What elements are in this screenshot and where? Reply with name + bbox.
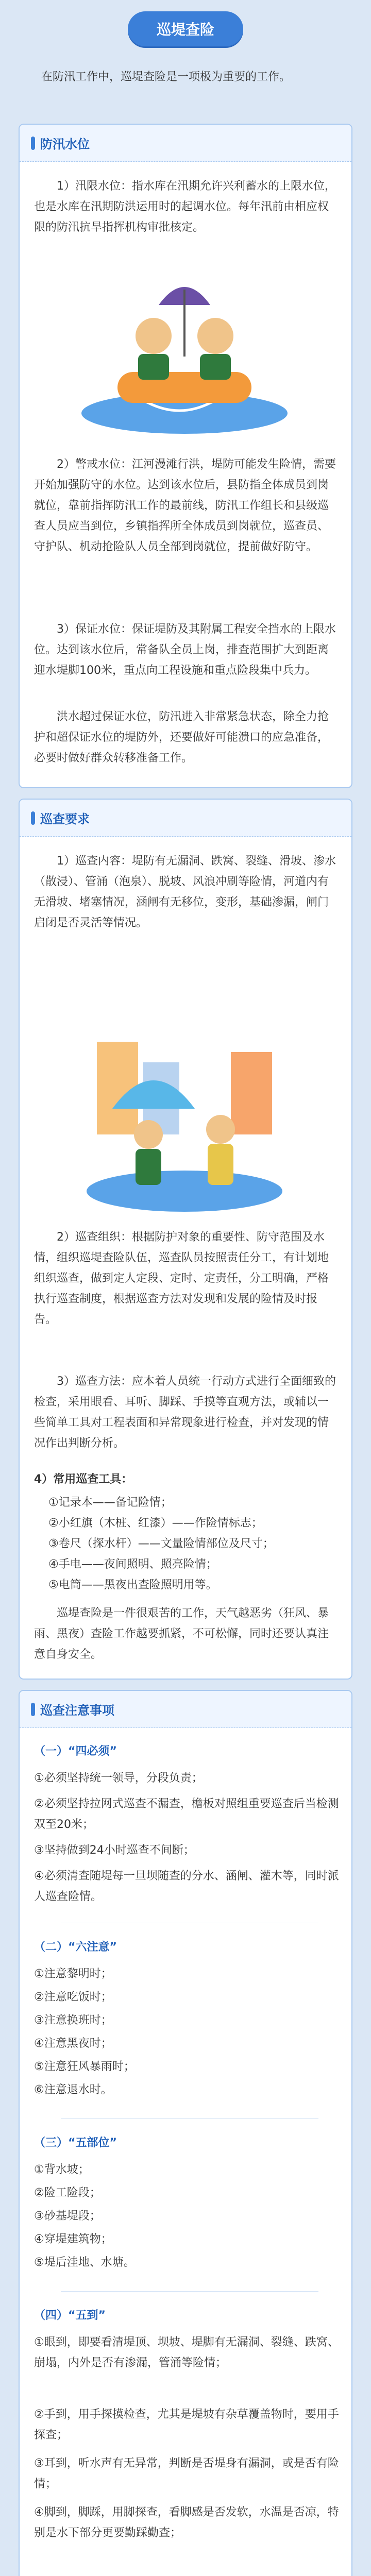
paragraph: 2）巡查组织：根据防护对象的重要性、防守范围及水情，组织巡堤查险队伍，巡查队员按照责任分工，有计划地组织巡查，做到定人定段、定时、定责任，分工明确，严格执行巡查制度，根据巡查方法对发现和发展的险情及时报告。	[34, 1231, 329, 1326]
list-item: ①记录本——备记险情；	[48, 1496, 172, 1509]
paragraph: 3）保证水位：保证堤防及其附属工程安全挡水的上限水位。达到该水位后，常备队全员上岗，排查范围扩大到距离迎水堤脚100米，重点向工程设施和重点险段集中兵力。	[34, 623, 336, 677]
paragraph: 巡堤查险是一件很艰苦的工作，天气越恶劣（狂风、暴雨、黑夜）查险工作越要抓紧，不可松懈，同时还要认真注意自身安全。	[34, 1607, 329, 1661]
list-item: ②手到，用手探摸检查，尤其是堤坡有杂草覆盖物时，要用手探查；	[34, 2408, 339, 2442]
paragraph: 3）巡查方法：应本着人员统一行动方式进行全面细致的检查，采用眼看、耳听、脚踩、手摸等直观方法，或辅以一些简单工具对工程表面和异常现象进行检查，并对发现的情况作出判断分析。	[34, 1375, 336, 1450]
list-item: ①背水坡；	[34, 2163, 90, 2176]
list-item: ①眼到，即要看清堤顶、坝坡、堤脚有无漏洞、裂缝、跌窝、崩塌，内外是否有渗漏，管涌等险情；	[34, 2336, 339, 2369]
list-item: ②小红旗（木桩、红漆）——作险情标志；	[48, 1517, 263, 1530]
list-item: ④必须清查随堤每一旦坝随查的分水、涵闸、灌木等，同时派人巡查险情。	[34, 1870, 339, 1903]
section-header	[20, 1691, 351, 1728]
bar-icon	[31, 1703, 35, 1716]
page-title: 巡堤查险	[156, 21, 215, 38]
paragraph: 洪水超过保证水位，防汛进入非常紧急状态，除全力抢护和超保证水位的堤防外，还要做好可能溃口的应急准备，必要时做好群众转移准备工作。	[34, 710, 329, 765]
section-title: 巡查注意事项	[40, 1703, 114, 1718]
list-item: ④穿堤建筑物；	[34, 2233, 112, 2246]
section-patrol-notes	[19, 1690, 352, 2576]
list-item: ③砂基堤段；	[34, 2210, 101, 2223]
list-item: ③注意换班时；	[34, 2014, 112, 2027]
patrol-team-illustration	[81, 1021, 288, 1217]
group-title: （三）“五部位”	[34, 2137, 117, 2149]
section-title: 防汛水位	[40, 137, 90, 151]
section-title: 巡查要求	[40, 812, 90, 826]
section-flood-levels	[19, 124, 352, 788]
list-item: ②注意吃饭时；	[34, 1991, 112, 2004]
list-item: ③卷尺（探水杆）——文量险情部位及尺寸；	[48, 1537, 274, 1550]
group-title: （一）“四必须”	[34, 1745, 117, 1758]
bar-icon	[31, 137, 35, 150]
tools-list	[48, 1493, 274, 1596]
list-item: ③坚持做到24小时巡查不间断；	[34, 1844, 195, 1857]
section-patrol-requirements	[19, 799, 352, 1680]
list-item: ②必须坚持拉网式巡查不漏查，檐板对照组重要巡查后当检测双至20米；	[34, 1798, 339, 1831]
group-title: （四）“五到”	[34, 2309, 106, 2322]
section-header	[20, 125, 351, 162]
list-item: ③耳到，听水声有无异常，判断是否堤身有漏洞，或是否有险情；	[34, 2457, 339, 2490]
list-item: ①必须坚持统一领导，分段负责；	[34, 1772, 203, 1785]
list-item: ①注意黎明时；	[34, 1968, 112, 1980]
list-item: ④注意黑夜时；	[34, 2037, 112, 2050]
paragraph: 1）汛限水位：指水库在汛期允许兴利蓄水的上限水位，也是水库在汛期防洪运用时的起调水位。每年汛前由相应权限的防汛抗旱指挥机构审批核定。	[34, 180, 336, 234]
list-item: ⑤电筒——黑夜出查险照明用等。	[48, 1579, 217, 1591]
page-title-badge	[128, 11, 243, 46]
tools-title: 4）常用巡查工具：	[34, 1473, 133, 1486]
divider	[61, 2291, 318, 2292]
list-item: ②险工险段；	[34, 2187, 101, 2199]
paragraph: 2）警戒水位：江河漫滩行洪，堤防可能发生险情，需要开始加强防守的水位。达到该水位后，县防指全体成员到岗就位，靠前指挥防汛工作的最前线，防汛工作组长和县级巡查人员应当到位，乡镇指挥所全体成员到岗就位，巡查员、守护队、机动抢险队人员全部到岗就位，提前做好防守。	[34, 458, 336, 553]
list-item: ④手电——夜间照明、照亮险情；	[48, 1558, 217, 1571]
list-item: ⑤堤后洼地、水塘。	[34, 2256, 135, 2269]
section-header	[20, 800, 351, 837]
bar-icon	[31, 811, 35, 825]
group-title: （二）“六注意”	[34, 1941, 117, 1954]
list-item: ⑤注意狂风暴雨时；	[34, 2060, 135, 2073]
intro-text: 在防汛工作中，巡堤查险是一项极为重要的工作。	[41, 71, 291, 83]
list-item: ⑥注意退水时。	[34, 2083, 112, 2096]
paragraph: 1）巡查内容：堤防有无漏洞、跌窝、裂缝、滑坡、渗水（散浸）、管涌（泡泉）、脱坡、风浪冲刷等险情，河道内有无滑坡、堵塞情况，涵闸有无移位，变形，基础渗漏，闸门启闭是否灵活等情况。	[34, 855, 336, 929]
list-item: ④脚到，脚踩，用脚探查，看脚感是否发软，水温是否凉，特别是水下部分更要勤踩勤查；	[34, 2506, 339, 2539]
flood-rescue-illustration	[76, 259, 293, 444]
